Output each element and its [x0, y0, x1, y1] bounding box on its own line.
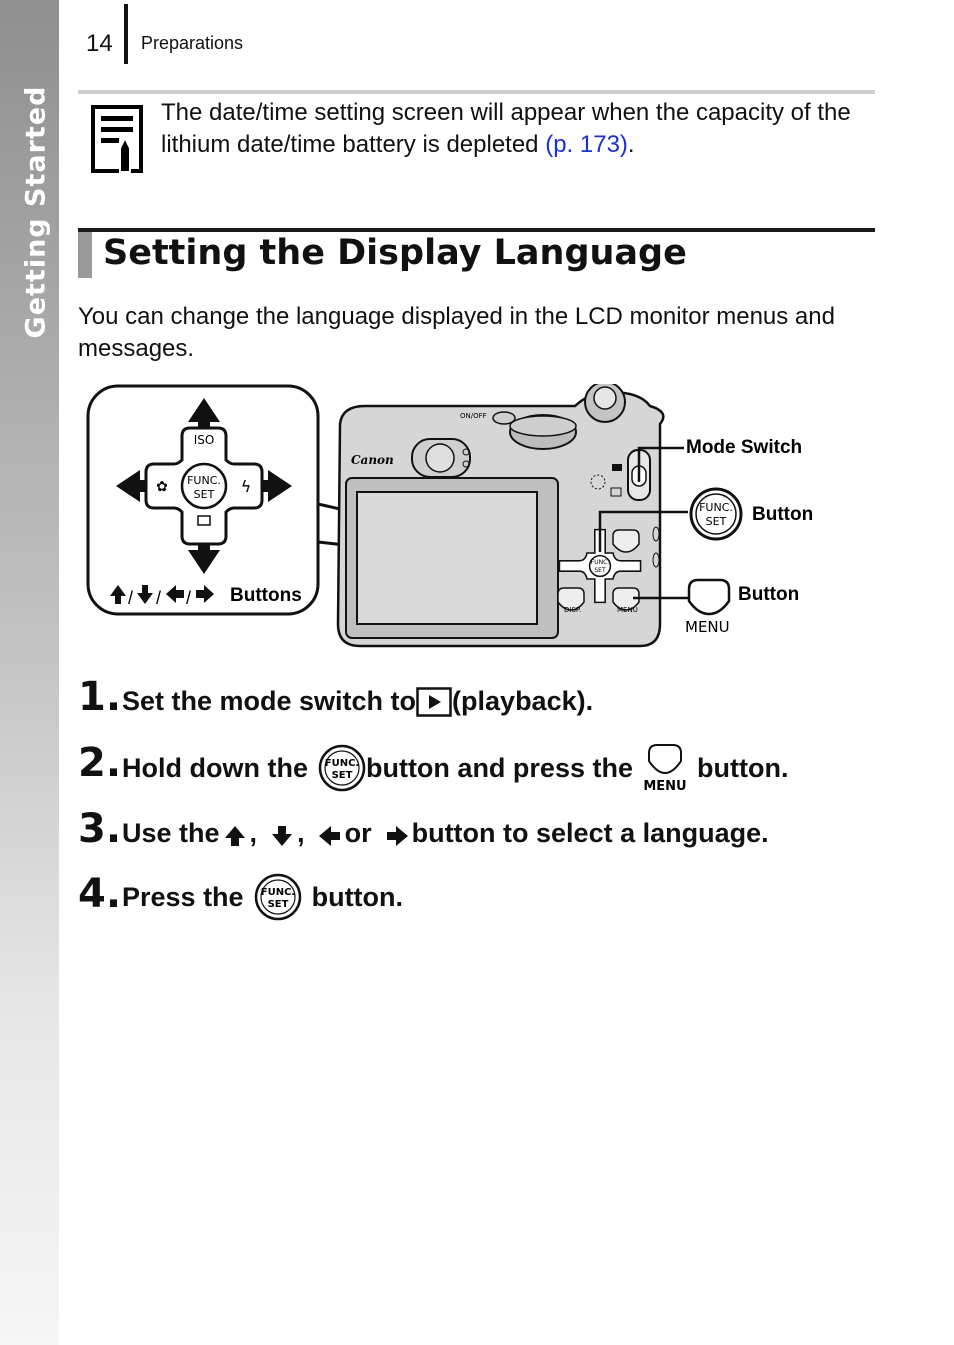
func-set-icon [254, 873, 302, 921]
buttons-label: Buttons [230, 585, 302, 606]
svg-text:/: / [156, 588, 162, 608]
left-arrow-icon [315, 820, 345, 848]
step-1-text-a: Set the mode switch to [122, 686, 417, 716]
note-text [161, 97, 871, 161]
step-4-text-b: button. [311, 881, 404, 912]
page-reference-link[interactable]: (p. 173) [545, 131, 628, 158]
func-label-large-2: SET [193, 488, 215, 501]
step-4-func-text-2: SET [267, 899, 289, 910]
disp-label: DISP. [564, 606, 582, 614]
step-3-number: 3. [78, 806, 122, 852]
side-tab [0, 0, 59, 1345]
menu-button-step-icon [643, 742, 687, 794]
func-set-icon [318, 744, 366, 792]
note-body: The date/time setting screen will appear when the capacity of the lithium date/time battery is depleted [161, 99, 851, 158]
step-4-number: 4. [78, 871, 122, 917]
step-3-text-a: Use the [122, 818, 220, 848]
header-divider [124, 4, 128, 64]
step-3-text-b: , [249, 818, 258, 848]
camera-body [338, 384, 663, 646]
camera-illustration [80, 384, 880, 652]
menu-label-callout: MENU [685, 618, 730, 636]
func-label-callout-1: FUNC. [699, 501, 733, 514]
step-1-number: 1. [78, 674, 122, 720]
step-3-text-e: button to select a language. [411, 818, 769, 848]
step-2-menu-text: MENU [643, 779, 687, 794]
step-2-func-text-2: SET [331, 770, 353, 781]
iso-label: ISO [193, 433, 215, 447]
svg-text:/: / [128, 588, 134, 608]
func-label-large-1: FUNC. [187, 474, 221, 487]
intro-paragraph: You can change the language displayed in the LCD monitor menus and messages. [78, 303, 835, 362]
power-label: ON/OFF [460, 412, 487, 420]
playback-icon [416, 687, 452, 717]
brand-logo: Canon [351, 453, 394, 467]
menu-button-icon [689, 580, 729, 614]
heading-rule [78, 228, 875, 232]
step-1-text-b: (playback). [452, 686, 594, 716]
step-4-text-a: Press the [122, 881, 244, 912]
up-arrow-icon [220, 820, 250, 848]
step-2-text-b: button and press the [365, 752, 633, 783]
note-icon [90, 104, 146, 174]
svg-text:/: / [186, 588, 192, 608]
func-set-button-icon [691, 489, 741, 539]
func-label-small-2: SET [594, 567, 606, 574]
step-2-text-c: button. [696, 752, 789, 783]
step-2-text-a: Hold down the [122, 752, 308, 783]
step-3-text-d: or [344, 818, 372, 848]
side-tab-label: Getting Started [20, 85, 52, 339]
func-label-small-1: FUNC. [590, 559, 610, 566]
svg-text:ϟ: ϟ [240, 477, 252, 496]
running-header: Preparations [141, 33, 244, 53]
step-2-number: 2. [78, 740, 122, 786]
step-3-text-c: , [297, 818, 305, 848]
func-label-callout-2: SET [705, 515, 727, 528]
page-number: 14 [86, 30, 113, 57]
menu-button-label: Button [738, 584, 800, 605]
func-button-label: Button [752, 504, 814, 525]
note-end: . [627, 131, 635, 158]
svg-text:✿: ✿ [156, 479, 168, 495]
section-heading: Setting the Display Language [103, 233, 687, 273]
note-rule [78, 90, 875, 94]
step-4-func-text-1: FUNC. [260, 887, 295, 898]
step-2-func-text-1: FUNC. [324, 758, 360, 769]
right-arrow-icon [382, 820, 412, 848]
menu-label-small: MENU [617, 606, 638, 614]
down-arrow-icon [267, 820, 297, 848]
mode-switch-label: Mode Switch [686, 437, 803, 458]
heading-marker [78, 232, 92, 278]
